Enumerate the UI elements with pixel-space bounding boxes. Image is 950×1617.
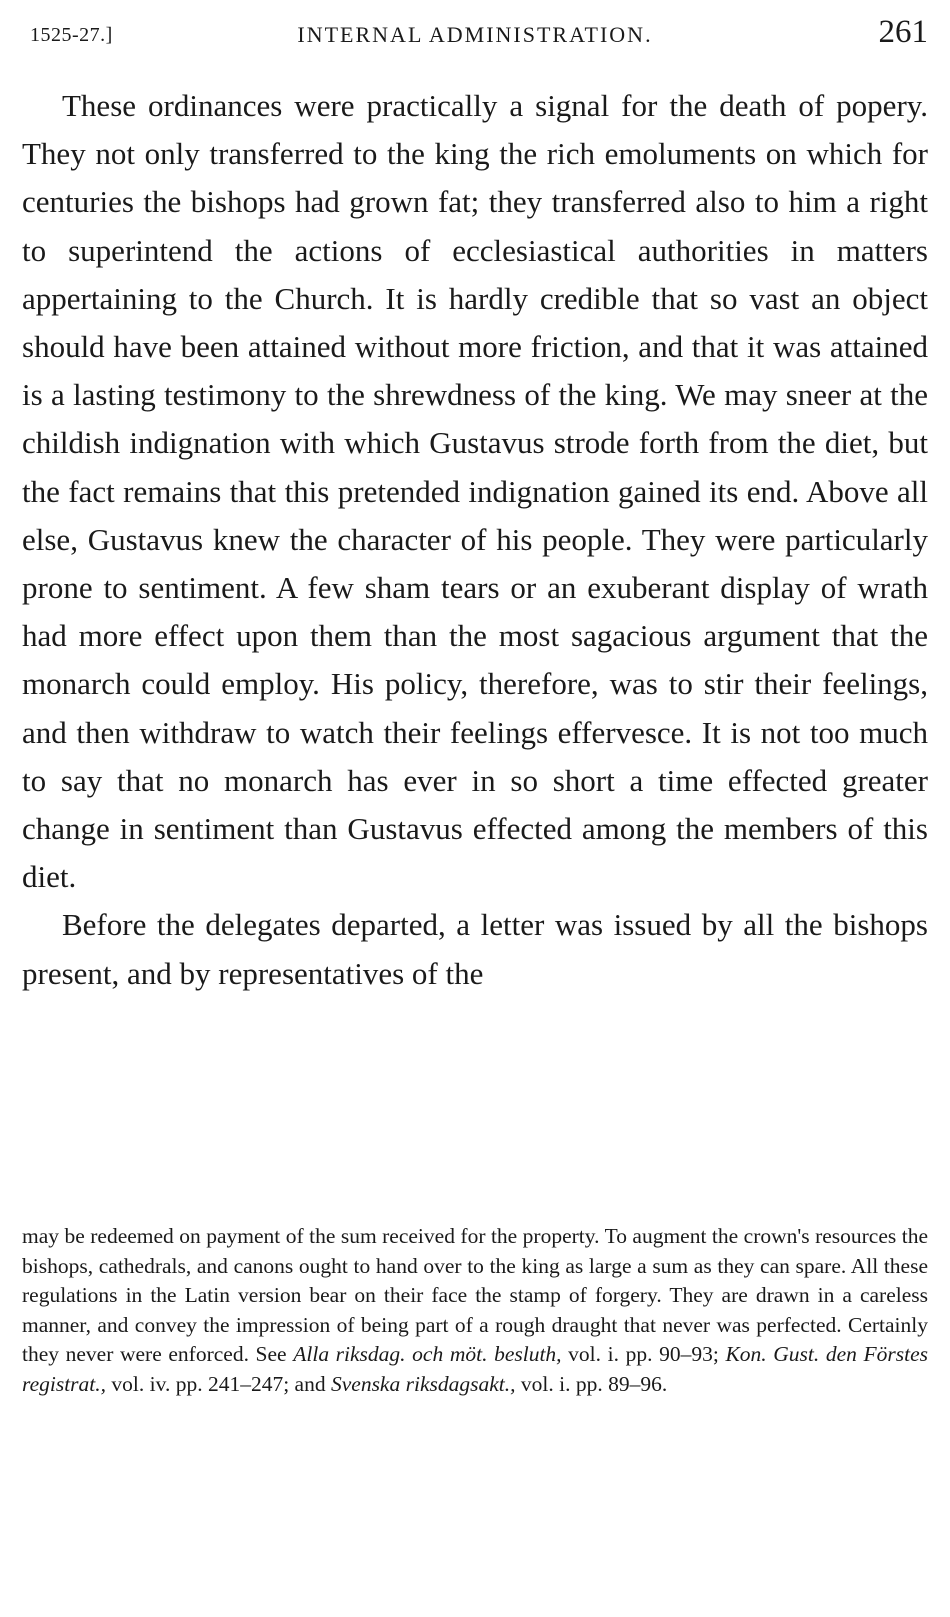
footnote: [22, 1222, 928, 1400]
header-date-range: 1525-27.]: [30, 24, 113, 46]
body-paragraph: These ordinances were practically a signal for the death of popery. They not only transferred to the king the rich emoluments on which for centuries the bishops had grown fat; they transferred also to him a right to superintend the actions of ecclesiastical authorities in matters appertaining to the Church. It is hardly credible that so vast an object should have been attained without more friction, and that it was attained is a lasting testimony to the shrewdness of the king. We may sneer at the childish indignation with which Gustavus strode forth from the diet, but the fact remains that this pretended indignation gained its end. Above all else, Gustavus knew the character of his people. They were particularly prone to sentiment. A few sham tears or an exuberant display of wrath had more effect upon them than the most sagacious argument that the monarch could employ. His policy, therefore, was to stir their feelings, and then withdraw to watch their feelings effervesce. It is not too much to say that no monarch has ever in so short a time effected greater change in sentiment than Gustavus effected among the members of this diet.: [22, 88, 928, 895]
footnote-text: may be redeemed on payment of the sum received for the property. To augment the crown's resources the bishops, cathedrals, and canons ought to hand over to the king as large a sum as they can spare. All these regulations in the Latin version bear on their face the stamp of forgery. They are drawn in a careless manner, and convey the impression of being part of a rough draught that never was perfected. Certainly they never were enforced. See: [22, 1224, 928, 1367]
footnote-reference-pages: vol. iv. pp. 241–247; and: [111, 1371, 326, 1396]
footnote-reference-title: Alla riksdag. och möt. besluth,: [293, 1342, 562, 1367]
footnote-reference-pages: vol. i. pp. 89–96.: [520, 1371, 668, 1396]
footnote-reference-title: Svenska riksdagsakt.,: [330, 1371, 516, 1396]
running-header: [22, 14, 928, 54]
footnote-reference-title: Kon. Gust. den Förstes registrat.,: [22, 1342, 929, 1396]
main-text: [22, 82, 928, 998]
footnote-paragraph: [22, 1222, 928, 1400]
header-page-number: 261: [878, 14, 928, 50]
header-running-title: INTERNAL ADMINISTRATION.: [297, 22, 653, 47]
body-paragraph: Before the delegates departed, a letter was issued by all the bishops present, and by representatives of the: [22, 907, 928, 991]
footnote-reference-pages: vol. i. pp. 90–93;: [568, 1342, 719, 1367]
